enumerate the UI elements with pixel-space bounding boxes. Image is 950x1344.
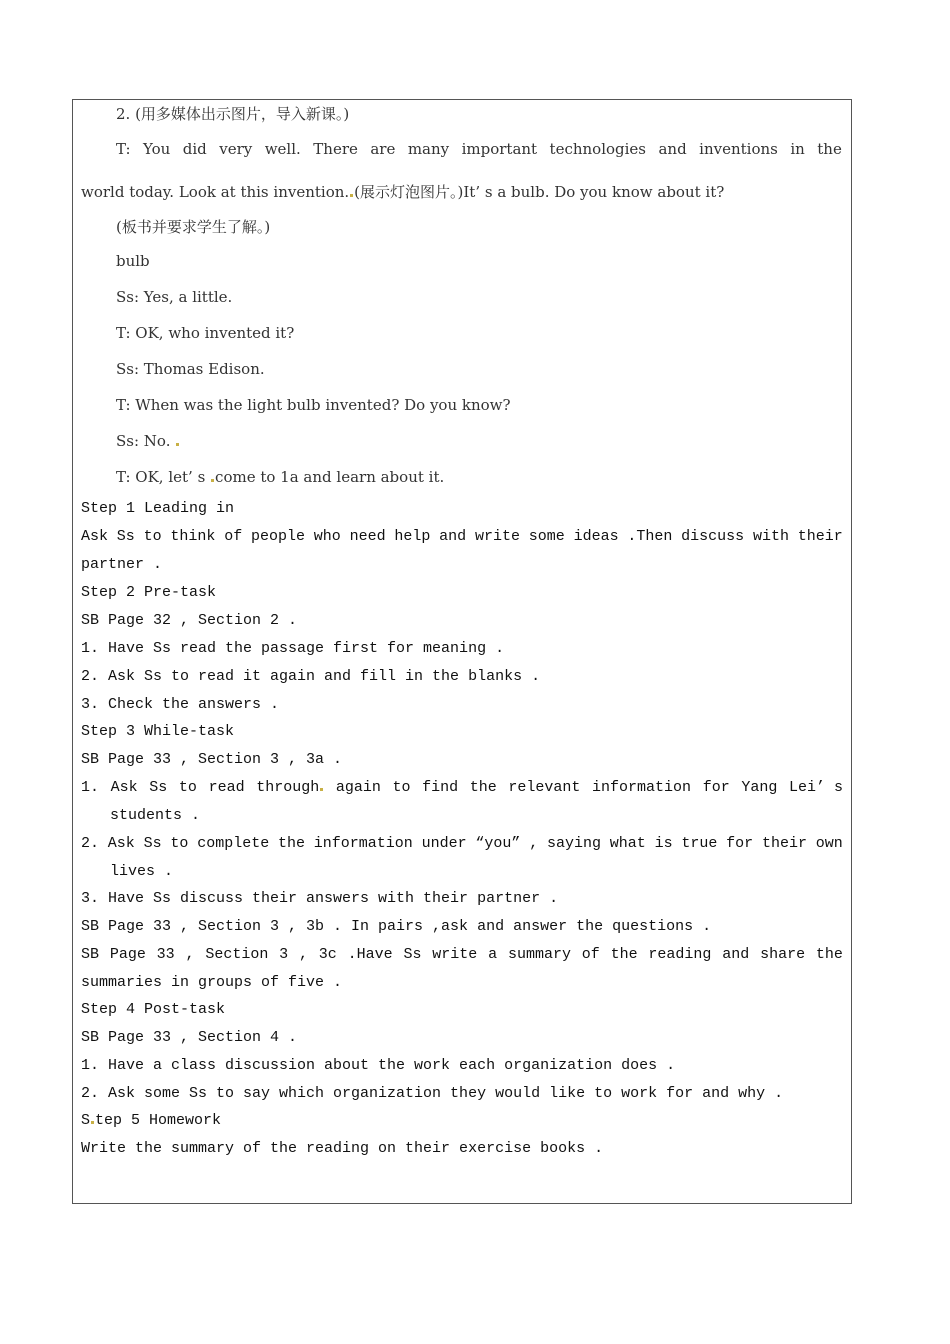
word: the	[277, 835, 305, 852]
word: the	[817, 140, 842, 158]
word: find	[422, 779, 459, 796]
intro-line-9: T: When was the light bulb invented? Do you know?	[116, 396, 511, 414]
step-5-heading: S tep 5 Homework	[81, 1112, 222, 1129]
word: You	[143, 140, 171, 158]
step-3-ref: SB Page 33 , Section 3 , 3a .	[81, 751, 343, 768]
word: and	[722, 946, 750, 963]
word: read	[208, 779, 245, 796]
word: under	[421, 835, 467, 852]
step-3-item-2	[81, 835, 843, 852]
word: Yang	[741, 779, 778, 796]
step-1-text-cont: partner .	[81, 556, 163, 573]
step-3-item-1-cont: students .	[110, 807, 201, 824]
step-4-item: 1. Have a class discussion about the work each organization does .	[81, 1057, 676, 1074]
mark-dot	[350, 194, 353, 197]
word: complete	[197, 835, 270, 852]
word: of	[581, 946, 600, 963]
word: important	[461, 140, 538, 158]
word: think	[170, 528, 216, 545]
intro-line-8: Ss: Thomas Edison.	[116, 360, 265, 378]
word: Lei’ s	[788, 779, 843, 796]
step-5-text: Write the summary of the reading on their exercise books .	[81, 1140, 604, 1157]
word: their	[761, 835, 807, 852]
step-3-3b: SB Page 33 , Section 3 , 3b . In pairs ,ask and answer the questions .	[81, 918, 712, 935]
step-3-item-1	[81, 779, 843, 796]
word: with	[752, 528, 789, 545]
word: Ss	[116, 528, 135, 545]
word: technologies	[549, 140, 647, 158]
mark-dot	[211, 479, 214, 482]
word: for	[702, 779, 730, 796]
word: what	[609, 835, 646, 852]
intro-line-10: Ss: No.	[116, 432, 180, 450]
step-3-item-2-cont: lives .	[110, 863, 174, 880]
word: information	[592, 779, 692, 796]
intro-line-7: T: OK, who invented it?	[116, 324, 295, 342]
mark-dot	[320, 788, 323, 791]
word: are	[370, 140, 396, 158]
word: There	[313, 140, 358, 158]
word: Ss	[143, 835, 162, 852]
word: is	[654, 835, 673, 852]
word: ,	[529, 835, 539, 852]
word: Ss	[149, 779, 168, 796]
word: the	[815, 946, 843, 963]
step-2-item: 3. Check the answers .	[81, 696, 280, 713]
word: the	[469, 779, 497, 796]
word: ,	[298, 946, 308, 963]
word: summary	[507, 946, 571, 963]
word: saying	[546, 835, 601, 852]
word: Ask	[107, 835, 135, 852]
word: and	[658, 140, 687, 158]
word: for	[726, 835, 754, 852]
step-3-3c-cont: summaries in groups of five .	[81, 974, 343, 991]
word: ideas	[573, 528, 619, 545]
word: share	[760, 946, 806, 963]
intro-line-5: bulb	[116, 252, 150, 270]
word: their	[797, 528, 843, 545]
word: well.	[264, 140, 301, 158]
word: 3c	[318, 946, 337, 963]
word: did	[182, 140, 207, 158]
word: some	[528, 528, 565, 545]
word: Ss	[403, 946, 422, 963]
step-3-item-3: 3. Have Ss discuss their answers with their partner .	[81, 890, 559, 907]
step-1-heading: Step 1 Leading in	[81, 500, 235, 517]
word: ,	[185, 946, 195, 963]
step-2-heading: Step 2 Pre-task	[81, 584, 217, 601]
word: “you”	[475, 835, 521, 852]
intro-line-4: (板书并要求学生了解。)	[116, 218, 271, 236]
word: to	[170, 835, 189, 852]
word: reading	[648, 946, 712, 963]
word: Page	[109, 946, 146, 963]
word: Section	[205, 946, 269, 963]
word: to	[178, 779, 197, 796]
word: 2.	[81, 835, 100, 852]
word: a	[488, 946, 498, 963]
word: of	[224, 528, 243, 545]
word: 3	[279, 946, 289, 963]
step-2-item: 2. Ask Ss to read it again and fill in the blanks .	[81, 668, 541, 685]
intro-line-1: 2. (用多媒体出示图片，导入新课。)	[116, 105, 350, 123]
word: to	[392, 779, 411, 796]
word: very	[219, 140, 253, 158]
word: the	[610, 946, 638, 963]
step-3-heading: Step 3 While-task	[81, 723, 235, 740]
word: in	[790, 140, 805, 158]
step-3-3c	[81, 946, 843, 963]
word: Ask	[110, 779, 138, 796]
step-4-heading: Step 4 Post-task	[81, 1001, 226, 1018]
word: to	[143, 528, 162, 545]
step-4-ref: SB Page 33 , Section 4 .	[81, 1029, 298, 1046]
word: inventions	[699, 140, 778, 158]
word: write	[432, 946, 478, 963]
step-1-text	[81, 528, 843, 545]
word: 33	[156, 946, 175, 963]
word: information	[313, 835, 413, 852]
word: through	[256, 779, 324, 796]
word: people	[250, 528, 305, 545]
word: many	[407, 140, 450, 158]
intro-line-2	[116, 140, 842, 158]
step-2-item: 1. Have Ss read the passage first for meaning .	[81, 640, 505, 657]
word: write	[474, 528, 520, 545]
intro-line-11: T: OK, let’ s come to 1a and learn about it.	[116, 468, 445, 486]
word: need	[349, 528, 386, 545]
step-2-ref: SB Page 32 , Section 2 .	[81, 612, 298, 629]
intro-line-6: Ss: Yes, a little.	[116, 288, 233, 306]
word: SB	[81, 946, 100, 963]
mark-dot	[176, 443, 179, 446]
word: true	[681, 835, 718, 852]
word: relevant	[508, 779, 581, 796]
intro-line-3: world today. Look at this invention. (展示灯泡图片。)It’ s a bulb. Do you know about it?	[81, 183, 725, 201]
word: help	[394, 528, 431, 545]
word: .Have	[347, 946, 393, 963]
word: discuss	[681, 528, 745, 545]
word: 1.	[81, 779, 100, 796]
word: Ask	[81, 528, 109, 545]
word: again	[335, 779, 381, 796]
word: who	[313, 528, 341, 545]
mark-dot	[91, 1121, 94, 1124]
word: .Then	[627, 528, 673, 545]
word: own	[815, 835, 843, 852]
word: and	[439, 528, 467, 545]
step-4-item: 2. Ask some Ss to say which organization they would like to work for and why .	[81, 1085, 784, 1102]
word: T:	[116, 140, 131, 158]
